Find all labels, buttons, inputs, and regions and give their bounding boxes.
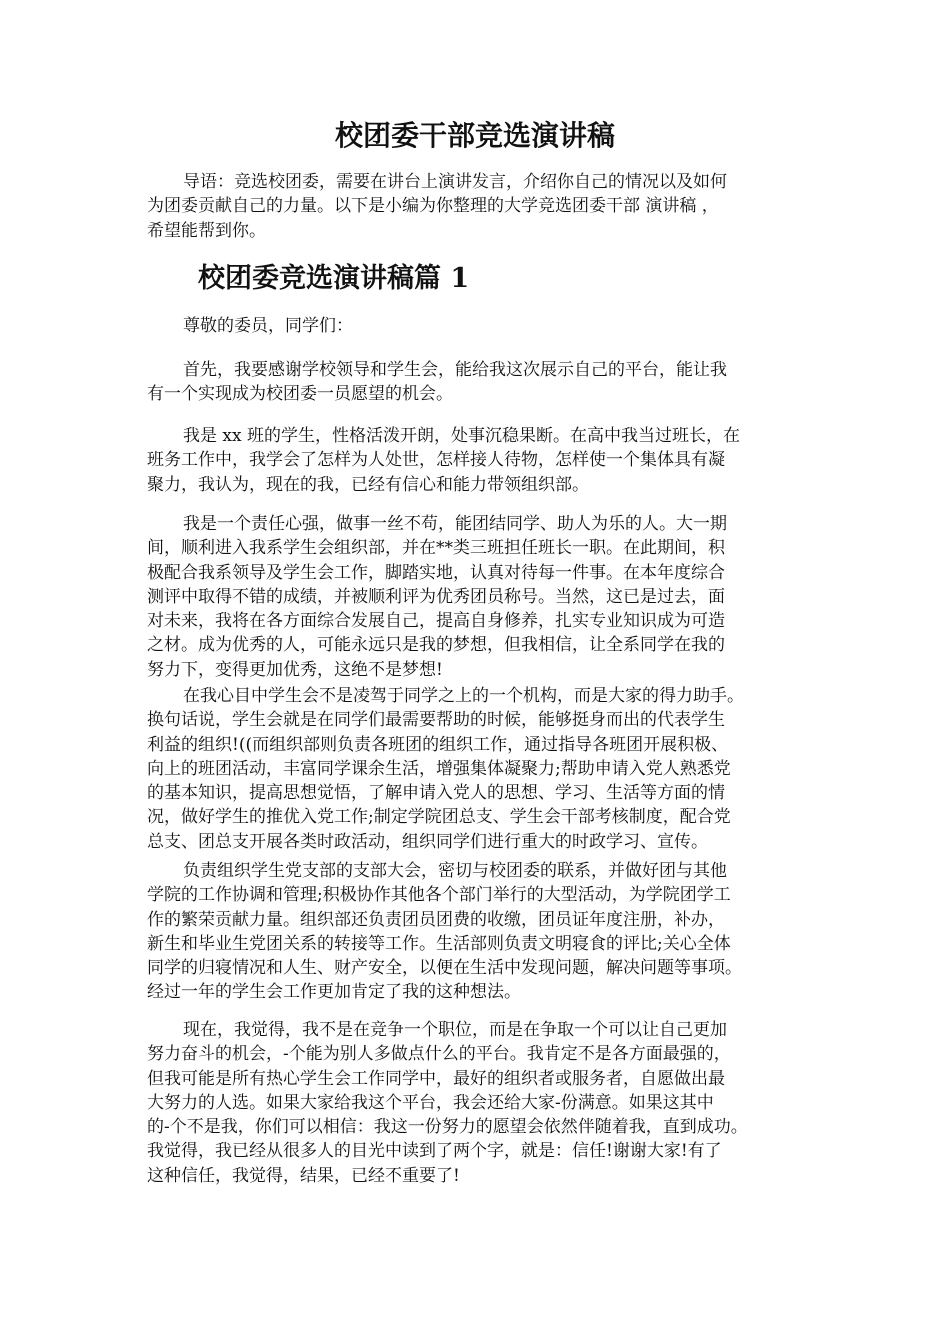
text-line: 学院的工作协调和管理;积极协作其他各个部门举行的大型活动，为学院团学工 <box>147 885 731 906</box>
text-line: 现在，我觉得，我不是在竞争一个职位，而是在争取一个可以让自己更加 <box>183 1020 727 1040</box>
text-line: 对未来，我将在各方面综合发展自己，提高自身修养，扎实专业知识成为可造 <box>147 611 725 632</box>
text-line: 作的繁荣贡献力量。组织部还负责团员团费的收缴，团员证年度注册，补办， <box>147 909 725 930</box>
text-line: 向上的班团活动，丰富同学课余生活，增强集体凝聚力;帮助申请入党人熟悉党 <box>147 758 731 779</box>
document-title: 校团委干部竞选演讲稿 <box>334 119 615 152</box>
text-line: 聚力，我认为，现在的我，已经有信心和能力带领组织部。 <box>147 474 589 495</box>
text-line: 总支、团总支开展各类时政活动，组织同学们进行重大的时政学习、宣传。 <box>147 831 708 852</box>
text-line: 新生和毕业生党团关系的转接等工作。生活部则负责文明寝食的评比;关心全体 <box>147 933 731 954</box>
body-paragraph <box>147 512 822 682</box>
body-paragraph <box>147 684 822 854</box>
text-line: 同学的归寝情况和人生、财产安全，以便在生活中发现问题，解决问题等事项。 <box>147 958 742 979</box>
text-line: 极配合我系领导及学生会工作，脚踏实地，认真对待每一件事。在本年度综合 <box>147 562 725 583</box>
text-line: 负责组织学生党支部的支部大会，密切与校团委的联系，并做好团与其他 <box>183 861 727 881</box>
text-line: 况，做好学生的推优入党工作;制定学院团总支、学生会干部考核制度，配合党 <box>147 807 731 828</box>
intro-paragraph <box>147 170 822 243</box>
text-line: 换句话说，学生会就是在同学们最需要帮助的时候，能够挺身而出的代表学生 <box>147 710 725 731</box>
body-paragraph <box>147 1018 822 1188</box>
text-line: 我是 xx 班的学生，性格活泼开朗，处事沉稳果断。在高中我当过班长，在 <box>183 426 740 446</box>
text-line: 有一个实现成为校团委一员愿望的机会。 <box>147 384 453 405</box>
text-line: 希望能帮到你。 <box>147 220 266 241</box>
text-line: 间，顺利进入我系学生会组织部，并在**类三班担任班长一职。在此期间，积 <box>147 538 725 559</box>
text-line: 经过一年的学生会工作更加肯定了我的这种想法。 <box>147 982 521 1003</box>
text-line: 这种信任，我觉得，结果，已经不重要了! <box>147 1165 460 1186</box>
body-paragraph <box>147 859 822 1005</box>
text-line: 努力下，变得更加优秀，这绝不是梦想! <box>147 659 443 680</box>
text-line: 为团委贡献自己的力量。以下是小编为你整理的大学竞选团委干部 演讲稿 ， <box>147 196 719 217</box>
text-line: 测评中取得不错的成绩，并被顺利评为优秀团员称号。当然，这已是过去，面 <box>147 586 725 607</box>
text-line: 大努力的人选。如果大家给我这个平台，我会还给大家-份满意。如果这其中 <box>147 1092 714 1113</box>
body-paragraph <box>147 358 822 407</box>
text-line: 导语：竞选校团委，需要在讲台上演讲发言，介绍你自己的情况以及如何 <box>183 172 727 192</box>
text-line: 我觉得，我已经从很多人的目光中读到了两个字，就是：信任!谢谢大家!有了 <box>147 1141 722 1162</box>
text-line: 尊敬的委员，同学们： <box>183 316 353 336</box>
section-title: 校团委竞选演讲稿篇 1 <box>198 263 470 294</box>
text-line: 我是一个责任心强，做事一丝不苟，能团结同学、助人为乐的人。大一期 <box>183 514 727 534</box>
text-line: 之材。成为优秀的人，可能永远只是我的梦想，但我相信，让全系同学在我的 <box>147 635 725 656</box>
text-line: 努力奋斗的机会，-个能为别人多做点什么的平台。我肯定不是各方面最强的， <box>147 1044 731 1065</box>
text-line: 的基本知识，提高思想觉悟，了解申请入党人的思想、学习、生活等方面的情 <box>147 783 725 804</box>
text-line: 但我可能是所有热心学生会工作同学中，最好的组织者或服务者，自愿做出最 <box>147 1068 725 1089</box>
text-line: 班务工作中，我学会了怎样为人处世，怎样接人待物，怎样使一个集体具有凝 <box>147 450 725 471</box>
text-line: 在我心目中学生会不是凌驾于同学之上的一个机构，而是大家的得力助手。 <box>183 686 744 706</box>
salutation-paragraph <box>147 314 822 338</box>
text-line: 首先，我要感谢学校领导和学生会，能给我这次展示自己的平台，能让我 <box>183 360 727 380</box>
text-line: 的-个不是我，你们可以相信：我这一份努力的愿望会依然伴随着我，直到成功。 <box>147 1117 748 1138</box>
text-line: 利益的组织!((而组织部则负责各班团的组织工作，通过指导各班团开展积极、 <box>147 734 729 755</box>
body-paragraph <box>147 424 822 497</box>
